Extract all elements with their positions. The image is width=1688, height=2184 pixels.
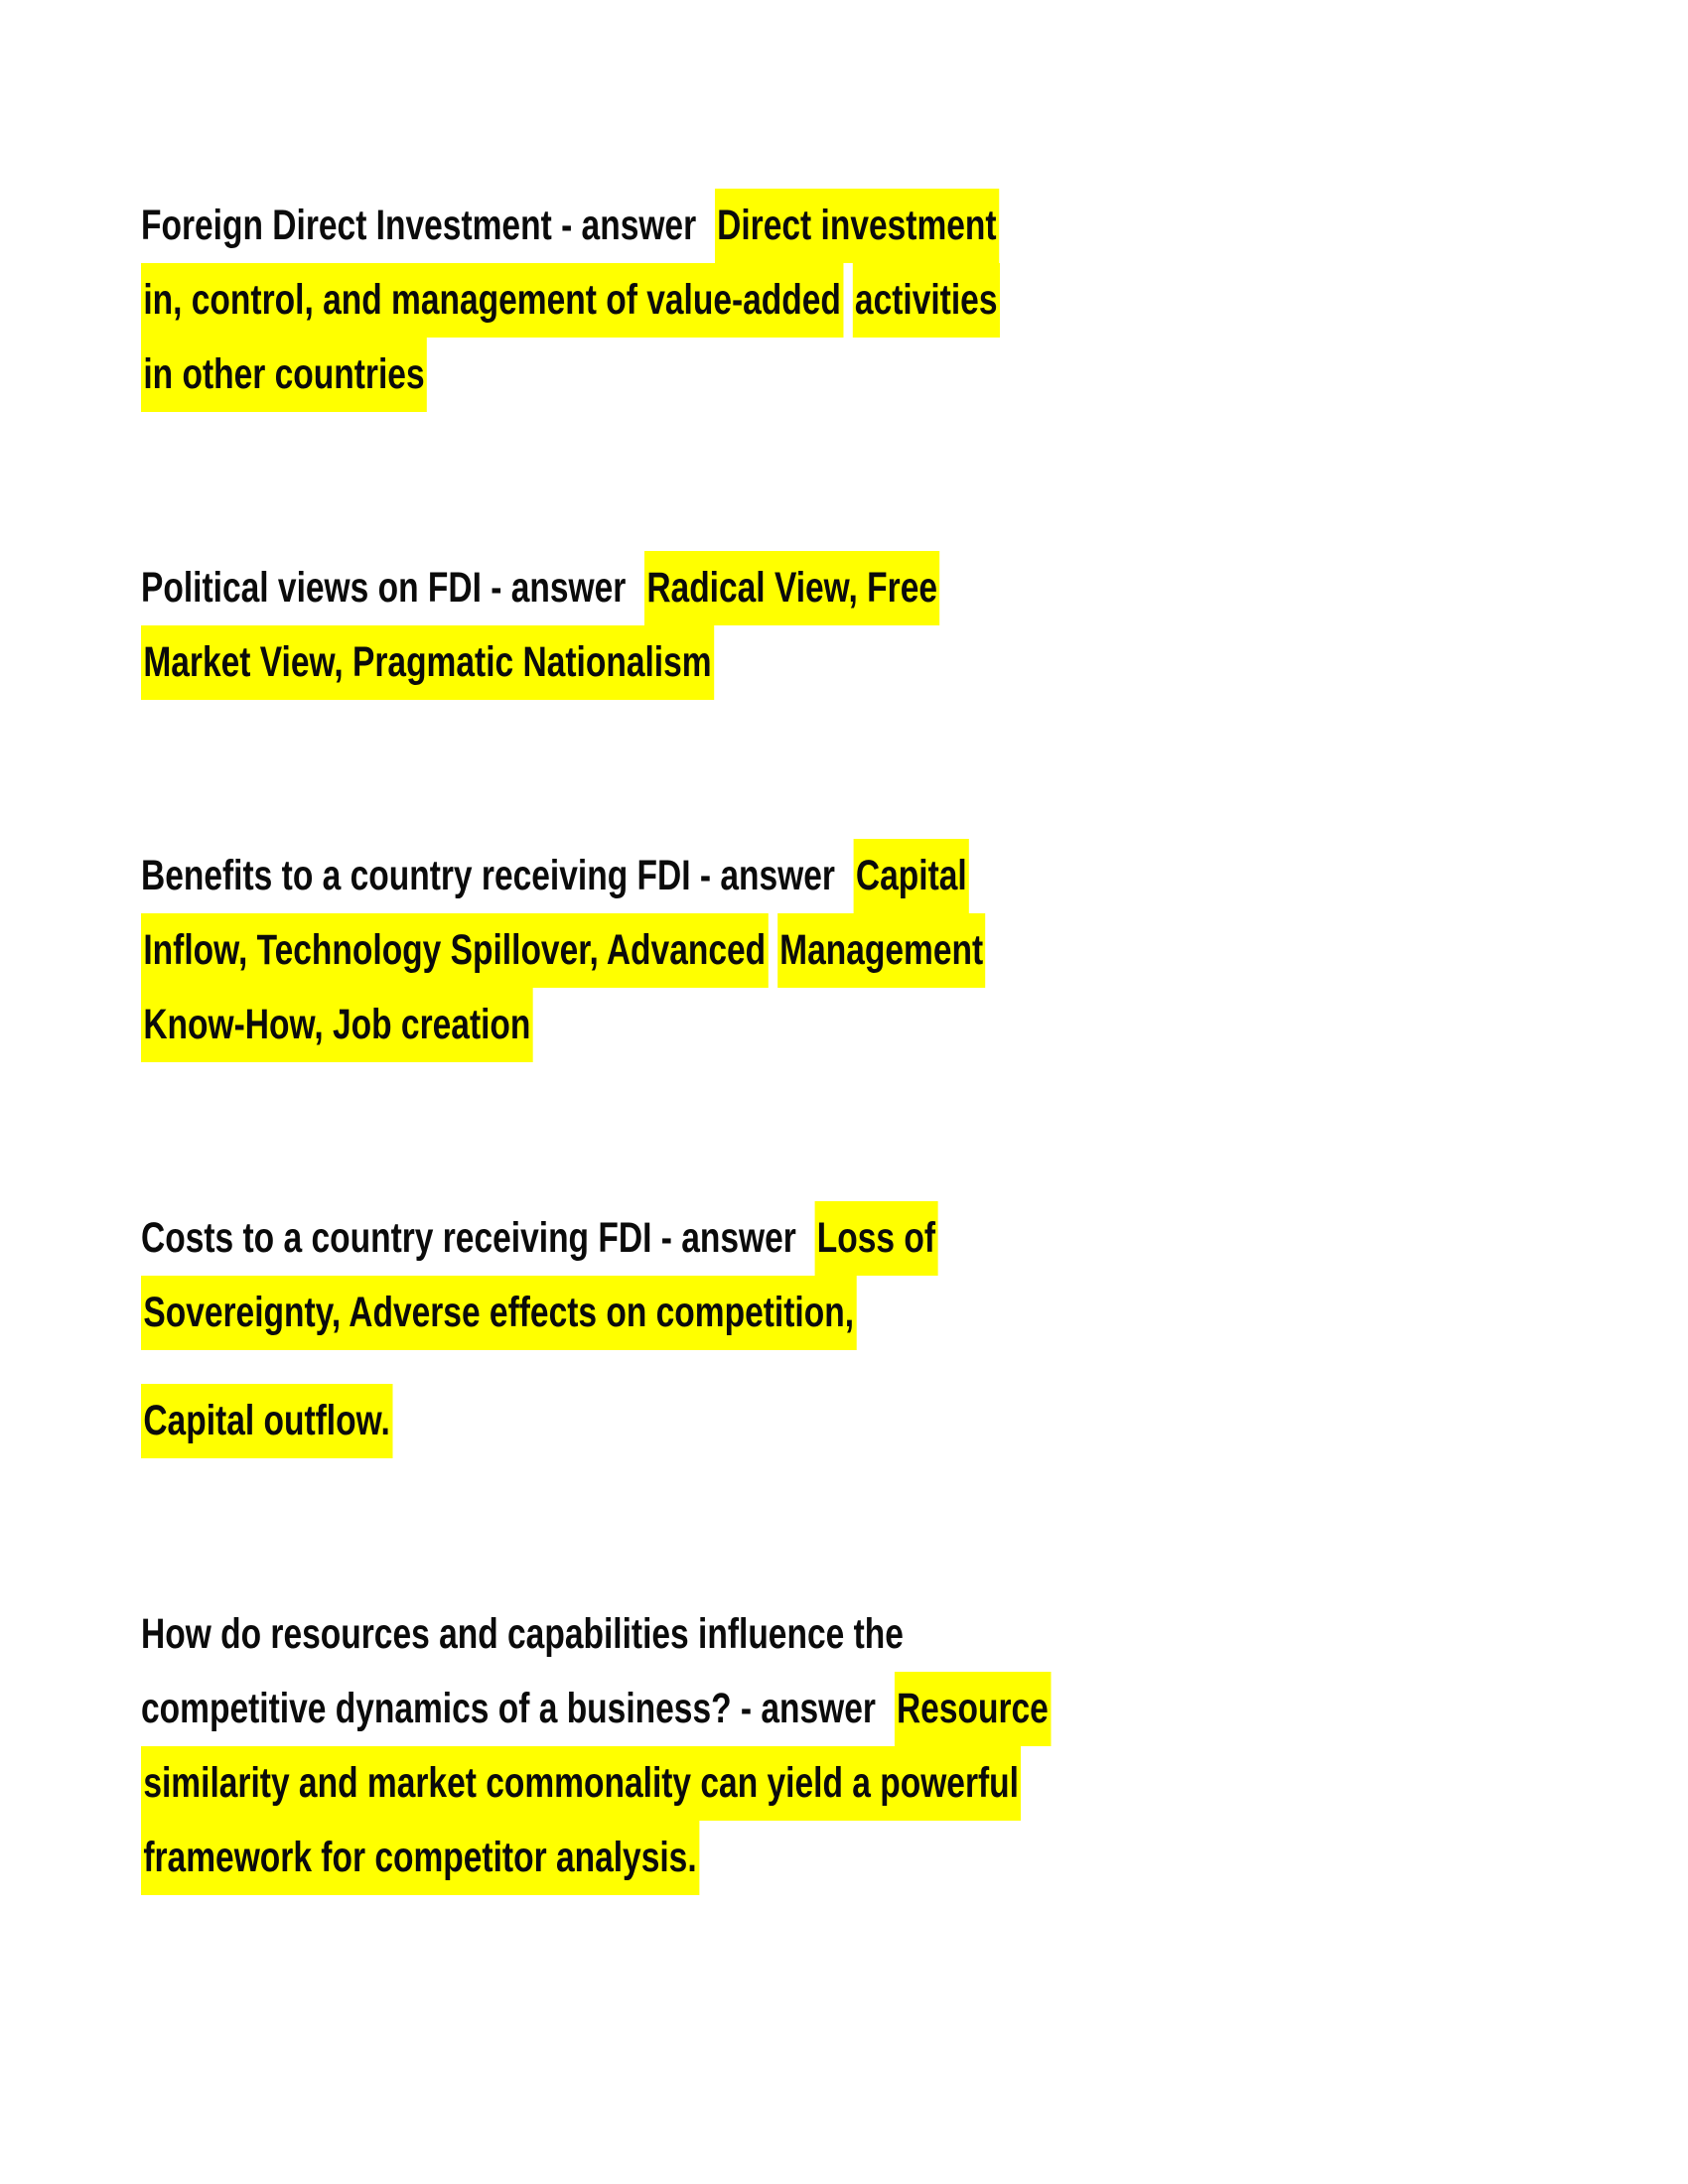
text-line: [141, 839, 1286, 913]
highlighted-text: Resource: [895, 1672, 1052, 1746]
plain-text: Political views on FDI - answer: [141, 564, 644, 612]
plain-text: Costs to a country receiving FDI - answer: [141, 1214, 815, 1262]
text-line: [141, 1746, 1286, 1821]
card-benefits-of-receiving-fdi: [141, 839, 1609, 1062]
plain-text: competitive dynamics of a business? - answer: [141, 1685, 895, 1732]
card-resources-capabilities-competitive-dynamics: [141, 1597, 1609, 1895]
flashcard-list: [141, 189, 1609, 1895]
text-line: [141, 1597, 1286, 1672]
highlighted-text: Direct investment: [715, 189, 999, 263]
plain-text: [768, 926, 776, 974]
highlighted-text: Capital: [854, 839, 970, 913]
paragraph: [141, 1201, 1609, 1350]
text-line: [141, 1821, 1286, 1895]
card-costs-of-receiving-fdi: [141, 1201, 1609, 1458]
paragraph: [141, 1597, 1609, 1895]
text-line: [141, 263, 1286, 338]
highlighted-text: Management: [777, 913, 986, 988]
plain-text: Benefits to a country receiving FDI - answer: [141, 852, 854, 899]
plain-text: Foreign Direct Investment - answer: [141, 202, 715, 249]
text-line: [141, 189, 1286, 263]
highlighted-text: Market View, Pragmatic Nationalism: [141, 625, 714, 700]
highlighted-text: Know-How, Job creation: [141, 988, 533, 1062]
paragraph: [141, 839, 1609, 1062]
highlighted-text: in other countries: [141, 338, 427, 412]
text-line: [141, 988, 1286, 1062]
card-political-views-on-fdi: [141, 551, 1609, 700]
text-line: [141, 625, 1286, 700]
highlighted-text: Capital outflow.: [141, 1384, 392, 1458]
text-line: [141, 1201, 1286, 1276]
text-line: [141, 1384, 1286, 1458]
text-line: [141, 1672, 1286, 1746]
paragraph: [141, 551, 1609, 700]
highlighted-text: Sovereignty, Adverse effects on competition,: [141, 1276, 856, 1350]
paragraph: [141, 1384, 1609, 1458]
highlighted-text: similarity and market commonality can yield a powerful: [141, 1746, 1021, 1821]
plain-text: How do resources and capabilities influence the: [141, 1610, 904, 1658]
text-line: [141, 1276, 1286, 1350]
text-line: [141, 338, 1286, 412]
highlighted-text: activities: [853, 263, 1000, 338]
text-line: [141, 913, 1286, 988]
plain-text: [843, 276, 852, 324]
text-line: [141, 551, 1286, 625]
highlighted-text: Radical View, Free: [644, 551, 939, 625]
highlighted-text: in, control, and management of value-added: [141, 263, 843, 338]
highlighted-text: framework for competitor analysis.: [141, 1821, 699, 1895]
highlighted-text: Inflow, Technology Spillover, Advanced: [141, 913, 768, 988]
highlighted-text: Loss of: [814, 1201, 937, 1276]
paragraph: [141, 189, 1609, 412]
card-foreign-direct-investment: [141, 189, 1609, 412]
